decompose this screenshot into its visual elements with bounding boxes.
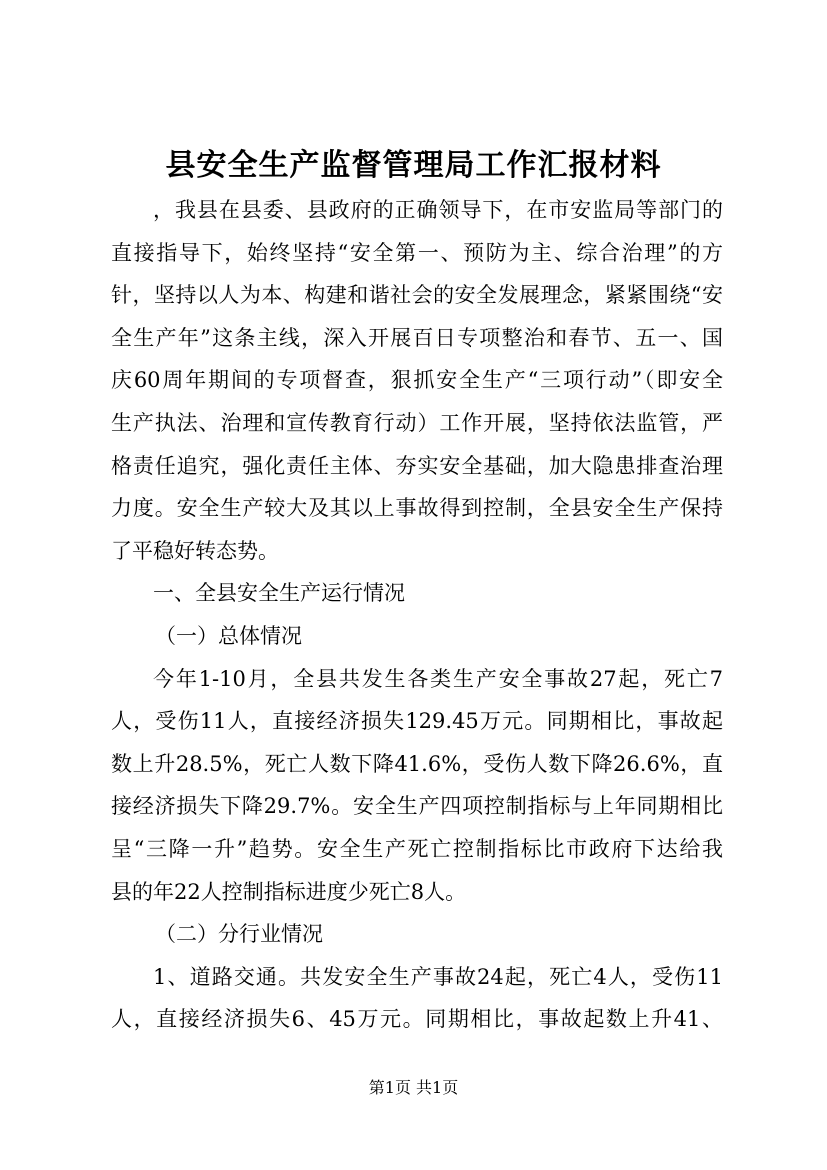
paragraph-line: 人，受伤11人，直接经济损失129.45万元。同期相比，事故起 — [111, 709, 723, 734]
paragraph-line: 格责任追究，强化责任主体、夯实安全基础，加大隐患排查治理 — [111, 453, 723, 478]
paragraph-line: 接经济损失下降29.7%。安全生产四项控制指标与上年同期相比 — [111, 794, 723, 819]
paragraph-line: 今年1-10月，全县共发生各类生产安全事故27起，死亡7 — [153, 666, 723, 691]
paragraph-line: 人，直接经济损失6、45万元。同期相比，事故起数上升41、 — [111, 1007, 723, 1032]
paragraph-line: 庆60周年期间的专项督查，狠抓安全生产“三项行动”（即安全 — [111, 368, 723, 393]
subsection-heading: （二）分行业情况 — [155, 922, 323, 947]
document-body — [111, 189, 723, 1041]
page-footer: 第1页 共1页 — [368, 1078, 459, 1097]
document-title: 县安全生产监督管理局工作汇报材料 — [165, 148, 662, 183]
paragraph-line: 直接指导下，始终坚持“安全第一、预防为主、综合治理”的方 — [111, 240, 723, 265]
subsection-heading: （一）总体情况 — [155, 623, 302, 648]
paragraph-line: 数上升28.5%，死亡人数下降41.6%，受伤人数下降26.6%，直 — [111, 751, 723, 776]
paragraph-line: 呈“三降一升”趋势。安全生产死亡控制指标比市政府下达给我 — [111, 836, 723, 861]
paragraph-line: 力度。安全生产较大及其以上事故得到控制，全县安全生产保持 — [111, 496, 723, 521]
paragraph-line: 了平稳好转态势。 — [111, 538, 279, 563]
paragraph-line: 针，坚持以人为本、构建和谐社会的安全发展理念，紧紧围绕“安 — [111, 283, 723, 308]
paragraph-line: 1、道路交通。共发安全生产事故24起，死亡4人，受伤11 — [153, 964, 723, 989]
section-heading: 一、全县安全生产运行情况 — [153, 581, 405, 606]
paragraph-line: 生产执法、治理和宣传教育行动）工作开展，坚持依法监管，严 — [111, 410, 723, 435]
paragraph-line: 县的年22人控制指标进度少死亡8人。 — [111, 879, 467, 904]
paragraph-line: 全生产年”这条主线，深入开展百日专项整治和春节、五一、国 — [111, 325, 723, 350]
paragraph-line: ，我县在县委、县政府的正确领导下，在市安监局等部门的 — [153, 198, 723, 222]
